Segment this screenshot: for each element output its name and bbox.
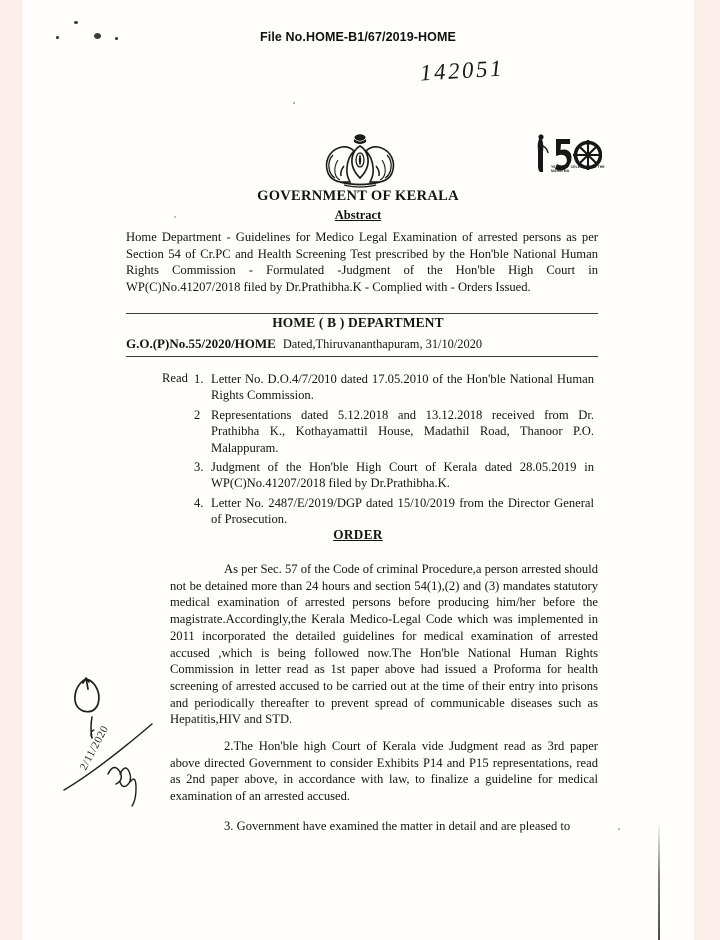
file-number-header: File No.HOME-B1/67/2019-HOME [260,30,456,44]
order-paragraph-2: 2.The Hon'ble high Court of Kerala vide Judgment read as 3rd paper above directed Government to consider Exhibits P14 and P15 representations, read as 2nd paper above, in accordance with law, to finalize a guideline for medical examination of an arrested accused. [170,739,598,804]
abstract-body-text: Home Department - Guidelines for Medico Legal Examination of arrested persons as per Section 54 of Cr.PC and Health Screening Test prescribed by the Hon'ble National Human Rights Commission - Formulated -Judgment of the Hon'ble High Court in WP(C)No.41207/2018 filed by Dr.Prathibha.K - Complied with - Orders Issued. [126,230,598,294]
read-item-text: Letter No. 2487/E/2019/DGP dated 15/10/2019 from the Director General of Prosecution. [211,495,594,527]
handwritten-margin-date: 2/11/2020 [77,723,112,773]
scan-speck [74,21,78,24]
document-paper-sheet [22,0,694,940]
read-item-number: 3. [194,460,204,475]
read-list-item [194,495,594,528]
order-paragraph-3: 3. Government have examined the matter in detail and are pleased to [224,819,571,833]
scan-speck [293,102,295,104]
read-item-number: 1. [194,372,204,386]
document-content [22,0,694,940]
go-dated-place: Dated,Thiruvananthapuram, 31/10/2020 [282,337,483,351]
handwritten-margin-signature [56,662,176,812]
read-item-number: 4. [194,495,204,510]
order-paragraph-1: As per Sec. 57 of the Code of criminal Procedure,a person arrested should not be detained more than 24 hours and section 54(1),(2) and (3) mandates statutory medical examination of arrested persons before producing him/her before the magistrate.Accordingly,the Kerala Medico-Legal Code which was implemented in 2011 incorporated the detailed guidelines for medical examination of arrested accused ,which is being followed now.The Hon'ble National Human Rights Commission in letter read as 1st paper above had issued a Proforma for health screening of arrested accused to be carried out at the time of their entry into prisons and periodically thereafter to prevent spread of communicable diseases such as Hepatitis,HIV and STD. [170,562,598,727]
mahatma-logo-caption: YEARS OF CELEBRATING THE MAHATMA [551,165,605,174]
scan-speck [618,828,620,830]
read-list-item [194,407,594,456]
department-rule-top [126,313,598,314]
department-rule-bottom [126,356,598,357]
read-reference-list [194,371,594,531]
government-title: GOVERNMENT OF KERALA [257,188,459,204]
read-list-item [194,371,594,404]
read-item-text: Judgment of the Hon'ble High Court of Kerala dated 28.05.2019 in WP(C)No.41207/2018 filed by Dr.Prathibha.K. [211,460,594,491]
abstract-heading: Abstract [334,208,382,222]
order-heading: ORDER [333,527,383,542]
read-label: Read [162,371,188,385]
read-list-item [194,459,594,492]
go-number-line [126,336,598,352]
handwritten-stamp-number: 142051 [419,55,505,86]
go-number: G.O.(P)No.55/2020/HOME [126,336,276,351]
department-name: HOME ( B ) DEPARTMENT [272,315,444,330]
read-item-text: Representations dated 5.12.2018 and 13.12.2018 received from Dr. Prathibha K., Kothayamattil House, Madathil Road, Thanoor P.O. Malappuram. [211,407,594,455]
read-item-text: Letter No. D.O.4/7/2010 dated 17.05.2010 of the Hon'ble National Human Rights Commission. [211,372,594,403]
read-item-number: 2 [194,407,201,422]
kerala-state-emblem-icon [320,133,400,189]
